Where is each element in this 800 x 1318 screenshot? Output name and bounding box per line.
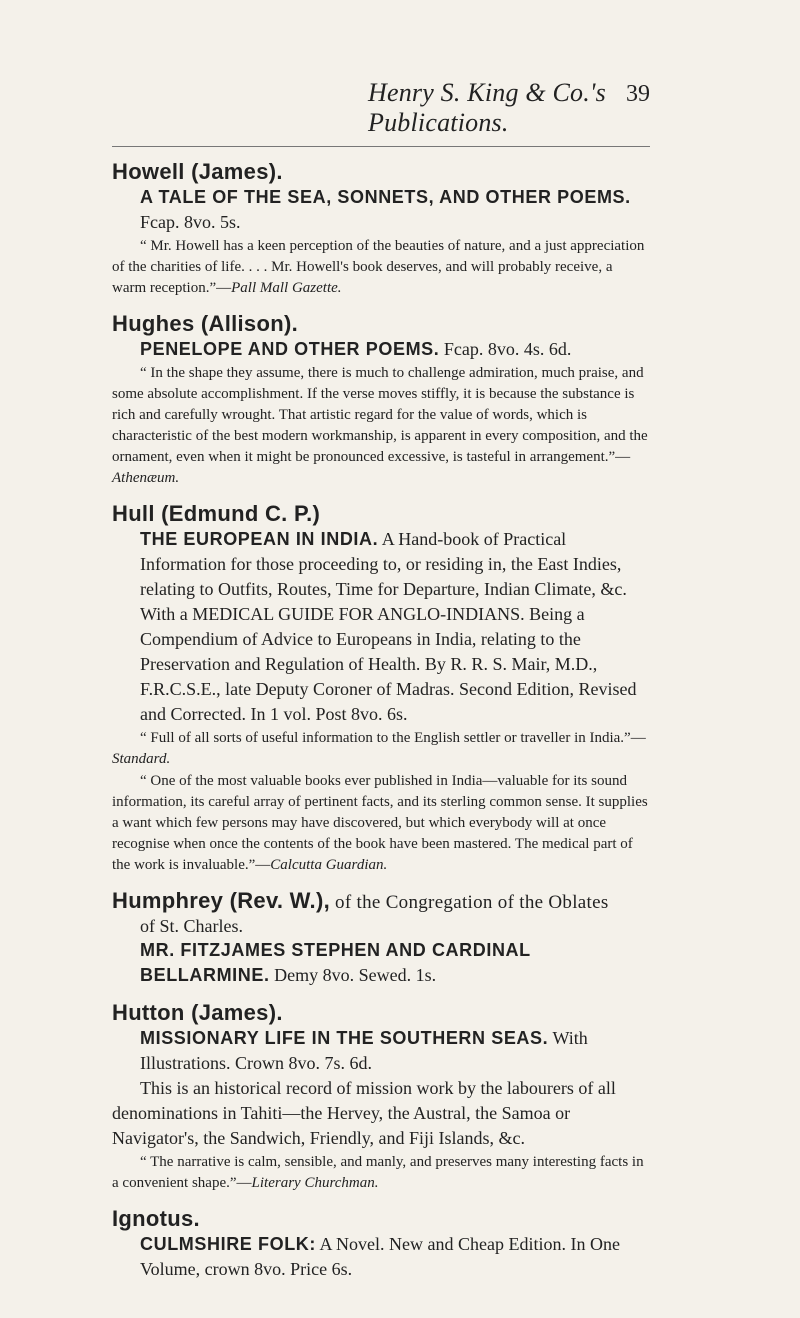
author-heading: Hutton (James).	[112, 1000, 283, 1025]
review-text: “ Mr. Howell has a keen perception of the beauties of nature, and a just appreciation of the charities of life. . . . Mr. Howell's book deserves, and will probably receive, a warm reception.”—	[112, 238, 645, 296]
book-title: MR. FITZJAMES STEPHEN AND CARDINAL BELLARMINE.	[140, 940, 531, 985]
author-heading: Howell (James).	[112, 159, 283, 184]
review-source: Literary Churchman.	[251, 1175, 379, 1191]
running-head	[112, 78, 650, 138]
book-title: MISSIONARY LIFE IN THE SOUTHERN SEAS.	[140, 1028, 549, 1048]
book-description: This is an historical record of mission work by the labourers of all denominations in Tahiti—the Hervey, the Austral, the Samoa or Navigator's, the Sandwich, Friendly, and Fiji Islands, &c.	[112, 1078, 616, 1148]
entry-humphrey	[112, 888, 650, 988]
review-text: “ Full of all sorts of useful information to the English settler or traveller in India.”—	[140, 730, 646, 746]
entry-hutton	[112, 1000, 650, 1194]
review-quote	[112, 236, 650, 299]
author-affiliation: of the Congregation of the Oblates	[330, 892, 609, 913]
review-source: Calcutta Guardian.	[270, 857, 388, 873]
running-title: Henry S. King & Co.'s Publications.	[368, 78, 606, 137]
page-number: 39	[626, 81, 650, 107]
work-listing	[112, 337, 650, 362]
author-affiliation-continued: of St. Charles.	[140, 916, 243, 936]
book-details: Demy 8vo. Sewed. 1s.	[274, 965, 437, 985]
book-details: A Hand-book of Practical Information for those proceeding to, or residing in, the East Indies, relating to Outfits, Routes, Time for Departure, Indian Climate, &c. With a MEDICAL GUIDE FOR ANGLO-INDIANS. Being a Compendium of Advice to Europeans in India, relating to the Preservation and Regulation of Health. By R. R. S. Mair, M.D., F.R.C.S.E., late Deputy Coroner of Madras. Second Edition, Revised and Corrected. In 1 vol. Post 8vo. 6s.	[140, 529, 637, 724]
review-quote	[112, 1152, 650, 1194]
entry-hull	[112, 501, 650, 876]
work-listing	[112, 1026, 650, 1076]
book-title: CULMSHIRE FOLK:	[140, 1234, 316, 1254]
review-text: “ The narrative is calm, sensible, and manly, and preserves many interesting facts in a convenient shape.”—	[112, 1154, 644, 1191]
review-quote	[112, 728, 650, 770]
header-rule	[112, 146, 650, 147]
review-quote	[112, 771, 650, 876]
review-text: “ One of the most valuable books ever published in India—valuable for its sound information, its careful array of pertinent facts, and its sterling common sense. It supplies a want which few persons may have discovered, but which everybody will at once recognise when once the contents of the book have been mastered. The medical part of the work is invaluable.”—	[112, 773, 648, 873]
author-heading: Ignotus.	[112, 1206, 200, 1231]
entry-hughes	[112, 311, 650, 489]
author-heading: Hughes (Allison).	[112, 311, 298, 336]
work-listing	[112, 185, 650, 235]
book-title: A TALE OF THE SEA, SONNETS, AND OTHER POEMS.	[140, 187, 631, 207]
book-title: PENELOPE AND OTHER POEMS.	[140, 339, 440, 359]
book-title: THE EUROPEAN IN INDIA.	[140, 529, 379, 549]
book-details: Fcap. 8vo. 5s.	[140, 212, 241, 232]
book-details: Fcap. 8vo. 4s. 6d.	[443, 339, 572, 359]
review-source: Pall Mall Gazette.	[231, 280, 342, 296]
review-source: Athenæum.	[112, 470, 180, 486]
entry-howell	[112, 159, 650, 299]
book-details: With Illustrations. Crown 8vo. 7s. 6d.	[140, 1028, 588, 1073]
review-text: “ In the shape they assume, there is much to challenge admiration, much praise, and some absolute accomplishment. If the verse moves stiffly, it is because the substance is rich and carefully wrought. That artistic regard for the value of words, which is characteristic of the best modern workmanship, is apparent in every composition, and the ornament, even when it might be pronounced excessive, is tasteful in arrangement.”—	[112, 365, 648, 465]
review-quote	[112, 363, 650, 489]
work-listing	[112, 938, 650, 988]
author-heading: Hull (Edmund C. P.)	[112, 501, 321, 526]
author-heading	[112, 888, 650, 914]
author-name: Humphrey (Rev. W.),	[112, 888, 330, 913]
work-listing	[112, 527, 650, 727]
work-listing	[112, 1232, 650, 1282]
book-details: A Novel. New and Cheap Edition. In One Volume, crown 8vo. Price 6s.	[140, 1234, 620, 1279]
review-source: Standard.	[112, 751, 171, 767]
entry-ignotus	[112, 1206, 650, 1282]
